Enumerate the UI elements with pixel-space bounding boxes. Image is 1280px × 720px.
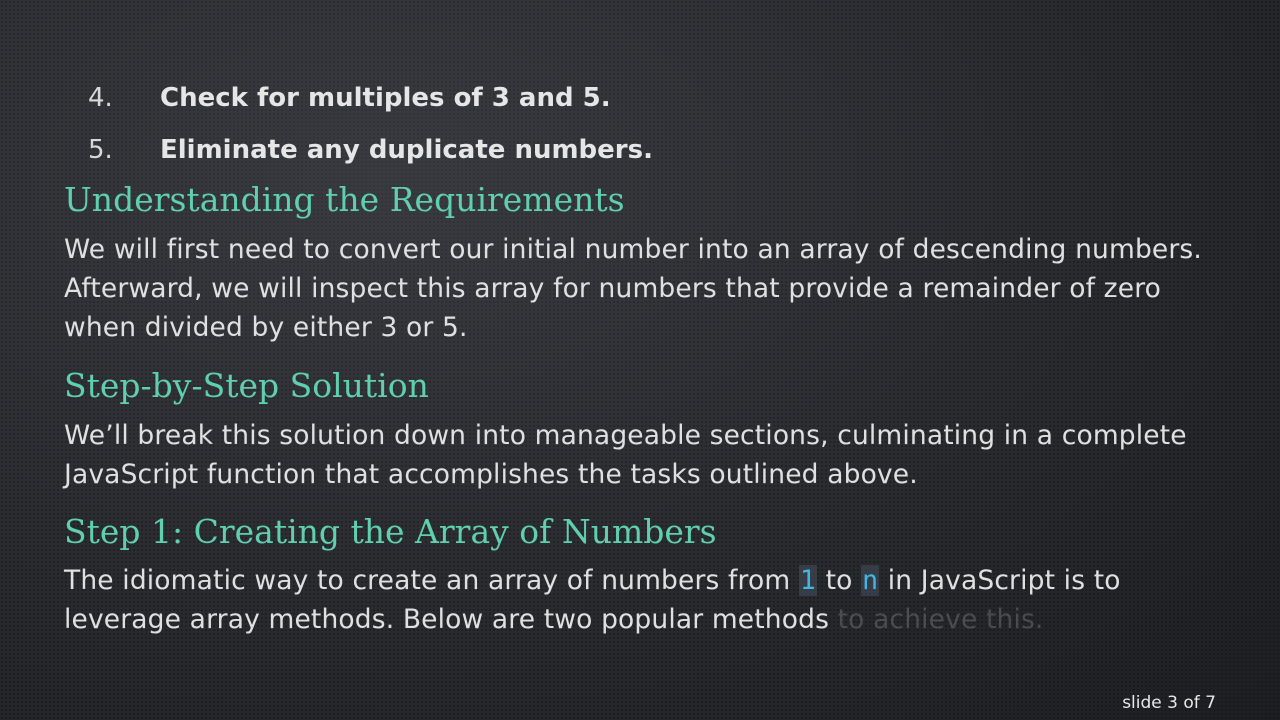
slide-counter: slide 3 of 7 [1122,693,1216,713]
list-item-number: 4. [88,83,113,113]
numbered-list [88,72,653,176]
section-heading-requirements: Understanding the Requirements [64,180,625,219]
inline-code: n [862,565,879,596]
section-heading-solution: Step-by-Step Solution [64,366,429,405]
inline-code: 1 [799,565,816,596]
section-heading-step1: Step 1: Creating the Array of Numbers [64,512,717,551]
paragraph-text: The idiomatic way to create an array of numbers from [64,565,799,596]
section-paragraph-solution: We’ll break this solution down into manageable sections, culminating in a complete JavaScript function that accomplishes the tasks outlined above. [64,420,1187,490]
list-item-text: Check for multiples of 3 and 5. [160,83,611,113]
list-item-text: Eliminate any duplicate numbers. [160,135,653,165]
paragraph-text: to [817,565,862,596]
list-item [88,124,653,176]
paragraph-text: in JavaScript is to leverage array methods. Below are two popular methods [64,565,1121,635]
list-item [88,72,653,124]
section-paragraph-step1 [64,561,1204,639]
faded-text: to achieve this. [837,604,1044,635]
list-item-number: 5. [88,135,113,165]
section-paragraph-requirements: We will first need to convert our initial number into an array of descending numbers. Afterward, we will inspect this array for numbers that provide a remainder of zero when divided by either 3 or 5. [64,234,1202,343]
